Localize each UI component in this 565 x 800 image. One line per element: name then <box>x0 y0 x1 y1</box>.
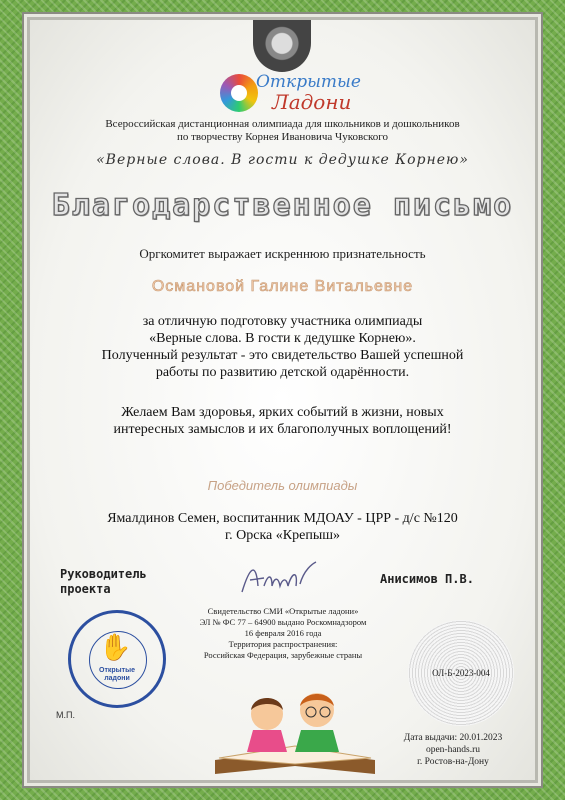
olympiad-motto: «Верные слова. В гости к дедушке Корнею» <box>96 152 469 168</box>
body-line: Полученный результат - это свидетельство Вашей успешной <box>101 348 464 363</box>
logo-text-line2: Ладони <box>272 90 352 114</box>
participant-line: г. Орска «Крепыш» <box>224 528 341 543</box>
organization-seal <box>68 610 166 708</box>
svid-line: Российская Федерация, зарубежные страны <box>203 650 363 660</box>
seal-label-line1: Открытые <box>99 667 135 674</box>
wish-line: Желаем Вам здоровья, ярких событий в жизни, новых <box>121 405 444 420</box>
wishes-text <box>30 404 535 438</box>
director-name: Анисимов П.В. <box>380 572 474 586</box>
svid-line: ЭЛ № ФС 77 – 64900 выдано Роскомнадзором <box>199 617 367 627</box>
hand-icon: ✋ <box>99 633 132 663</box>
recipient-name: Османовой Галине Витальевне <box>151 278 414 295</box>
reading-children-illustration <box>205 680 385 780</box>
open-hands-logo <box>220 68 361 118</box>
gratitude-body <box>30 313 535 381</box>
certificate-body <box>30 20 535 780</box>
org-line: по творчеству Корнея Ивановича Чуковского <box>176 131 389 143</box>
olympiad-description <box>30 118 535 144</box>
org-line: Всероссийская дистанционная олимпиада для школьников и дошкольников <box>105 118 460 130</box>
document-number: ОЛ-Б-2023-004 <box>432 668 490 678</box>
wish-line: интересных замыслов и их благополучных воплощений! <box>113 422 452 437</box>
issue-date: Дата выдачи: 20.01.2023 <box>403 733 503 743</box>
participant-line: Ямалдинов Семен, воспитанник МДОАУ - ЦРР - д/с №120 <box>107 511 458 526</box>
logo-text-line1: Открытые <box>256 72 361 92</box>
media-registration <box>178 606 388 661</box>
project-leader-label <box>60 567 147 597</box>
role-line: проекта <box>60 582 111 596</box>
body-line: работы по развитию детской одарённости. <box>155 365 410 380</box>
certificate-title: Благодарственное письмо <box>51 188 514 223</box>
orgcommittee-text: Оргкомитет выражает искреннюю признательность <box>139 246 426 261</box>
winner-label: Победитель олимпиады <box>207 478 358 493</box>
svid-line: 16 февраля 2016 года <box>244 628 322 638</box>
chukovsky-portrait <box>253 20 311 72</box>
issue-info <box>378 732 528 768</box>
seal-label-line2: ладони <box>104 675 130 682</box>
svid-line: Территория распространения: <box>228 639 338 649</box>
seal-label <box>89 667 145 683</box>
director-signature <box>238 556 320 600</box>
body-line: «Верные слова. В гости к дедушке Корнею». <box>149 331 416 346</box>
svid-line: Свидетельство СМИ «Открытые ладони» <box>207 606 359 616</box>
logo-flower-icon <box>220 74 258 112</box>
city: г. Ростов-на-Дону <box>417 757 489 767</box>
participant-info <box>30 510 535 544</box>
body-line: за отличную подготовку участника олимпиады <box>142 314 423 329</box>
website: open-hands.ru <box>425 745 481 755</box>
stamp-place-label: М.П. <box>56 710 75 720</box>
role-line: Руководитель <box>60 567 147 581</box>
